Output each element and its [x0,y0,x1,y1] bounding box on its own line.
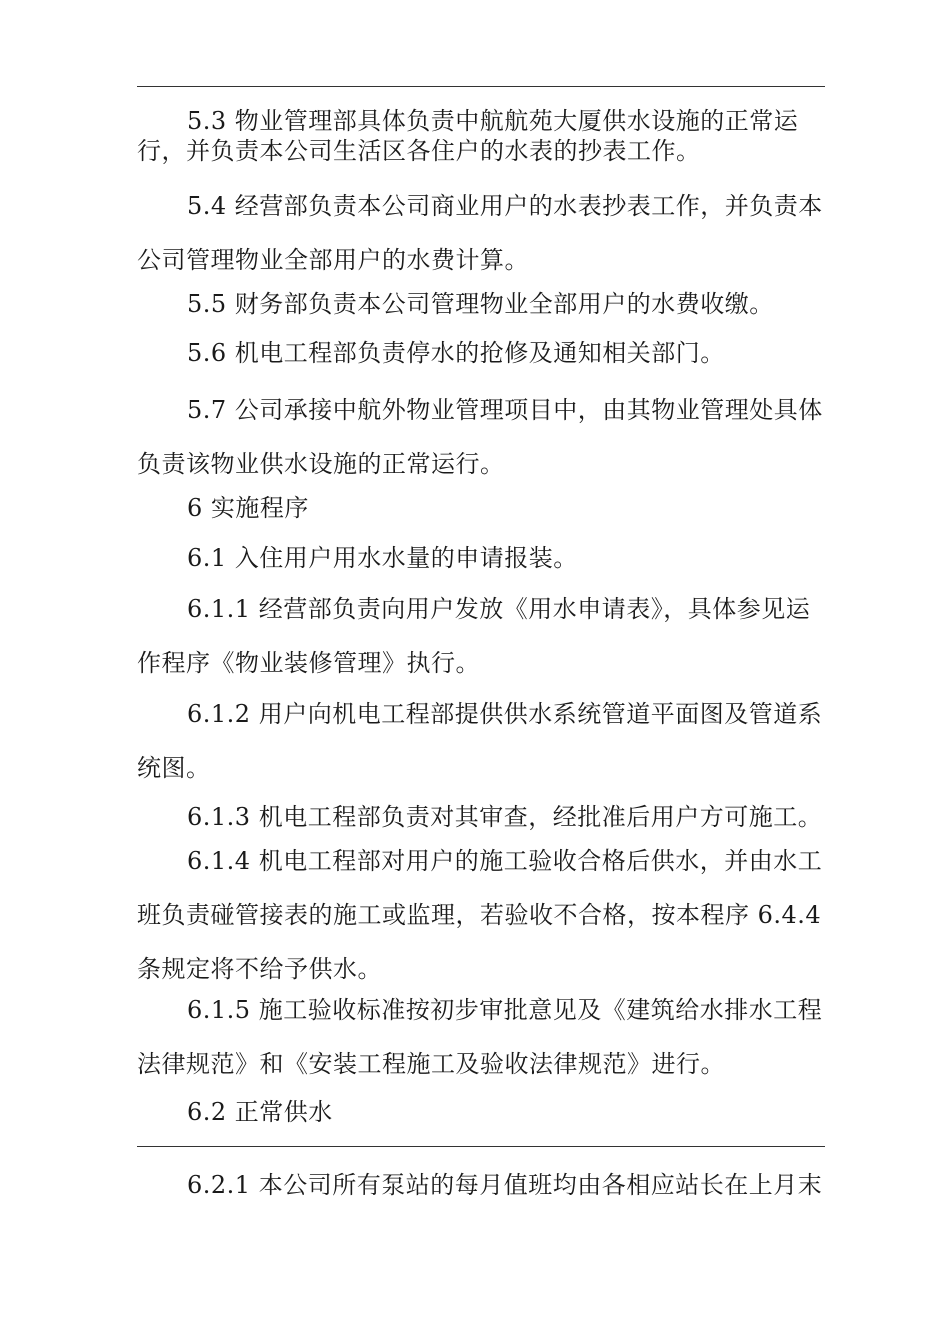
paragraph-6-2 [137,1085,827,1139]
paragraph-6-1-4 [137,834,827,996]
text-line: 负责该物业供水设施的正常运行。 [137,450,505,478]
paragraph-5-7 [137,383,827,491]
text-line: 6.1.3 机电工程部负责对其审查，经批准后用户方可施工。 [187,803,823,831]
paragraph-5-6 [137,326,827,380]
text-line: 6.1.5 施工验收标准按初步审批意见及《建筑给水排水工程 [187,996,823,1024]
page-break-rule [137,1146,825,1147]
text-line: 5.4 经营部负责本公司商业用户的水表抄表工作，并负责本 [187,192,823,220]
text-line: 5.7 公司承接中航外物业管理项目中，由其物业管理处具体 [187,396,823,424]
text-line: 6.2.1 本公司所有泵站的每月值班均由各相应站长在上月末 [187,1171,823,1199]
text-line: 公司管理物业全部用户的水费计算。 [137,246,529,274]
text-line: 6.1.2 用户向机电工程部提供供水系统管道平面图及管道系 [187,700,823,728]
header-rule [137,86,825,87]
text-line: 行，并负责本公司生活区各住户的水表的抄表工作。 [137,137,701,165]
paragraph-5-3 [137,106,827,166]
paragraph-6-1 [137,531,827,585]
text-line: 班负责碰管接表的施工或监理，若验收不合格，按本程序 6.4.4 [137,901,822,929]
text-line: 6.1.1 经营部负责向用户发放《用水申请表》，具体参见运 [187,595,811,623]
text-line: 条规定将不给予供水。 [137,955,382,983]
text-line: 5.6 机电工程部负责停水的抢修及通知相关部门。 [187,339,725,367]
text-line: 作程序《物业装修管理》执行。 [137,649,480,677]
paragraph-6-1-1 [137,582,827,690]
section-heading-6 [137,481,827,535]
paragraph-6-1-5 [137,983,827,1091]
paragraph-5-5 [137,277,827,331]
text-line: 统图。 [137,754,211,782]
text-line: 6 实施程序 [187,494,309,522]
paragraph-6-2-1 [137,1158,827,1212]
text-line: 6.1 入住用户用水水量的申请报装。 [187,544,578,572]
text-line: 法律规范》和《安装工程施工及验收法律规范》进行。 [137,1050,725,1078]
paragraph-5-4 [137,179,827,287]
text-line: 5.3 物业管理部具体负责中航航苑大厦供水设施的正常运 [187,107,799,135]
paragraph-6-1-2 [137,687,827,795]
text-line: 6.2 正常供水 [187,1098,333,1126]
text-line: 6.1.4 机电工程部对用户的施工验收合格后供水，并由水工 [187,847,823,875]
text-line: 5.5 财务部负责本公司管理物业全部用户的水费收缴。 [187,290,774,318]
